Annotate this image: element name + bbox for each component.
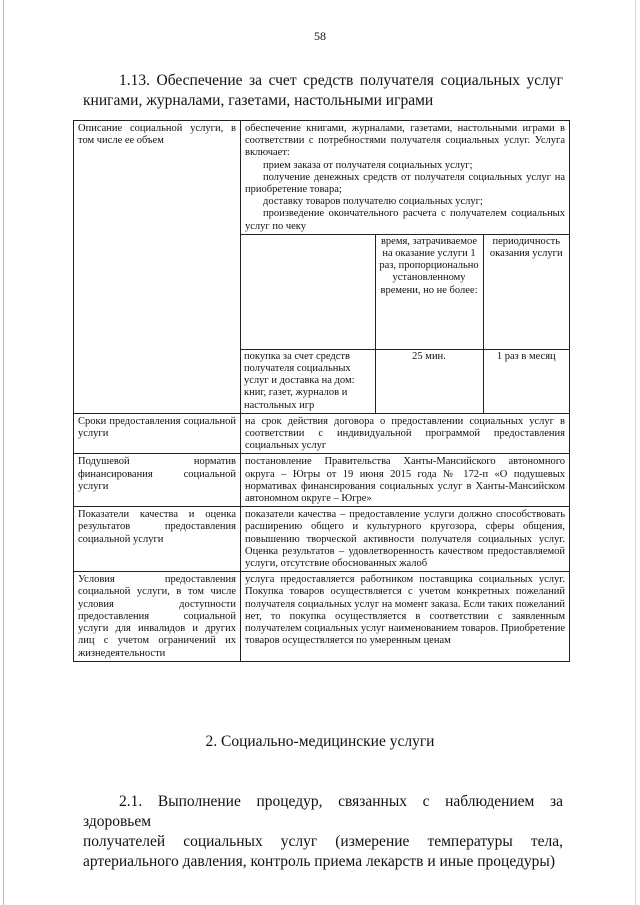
page-number: 58 bbox=[314, 29, 326, 43]
subsection-paragraph bbox=[83, 792, 563, 872]
page-edge-left bbox=[3, 0, 4, 905]
table-row-conditions bbox=[74, 572, 570, 661]
subtable-cell: 25 мин. bbox=[375, 349, 483, 413]
service-table bbox=[73, 120, 570, 662]
section-title bbox=[83, 71, 563, 111]
section-title-line1: 1.13. Обеспечение за счет средств получателя социальных услуг bbox=[119, 72, 563, 89]
row-label: Сроки предоставления социальной услуги bbox=[74, 413, 241, 454]
section-title-line2: книгами, журналами, газетами, настольными играми bbox=[83, 92, 434, 109]
row-content: постановление Правительства Ханты-Мансийского автономного округа – Югры от 19 июня 2015 года № 172-п «О подушевых нормативах финансирования социальных услуг в Ханты-Мансийском автономном округе – Югре» bbox=[241, 454, 570, 507]
description-item: получение денежных средств от получателя социальных услуг на приобретение товара; bbox=[245, 171, 565, 196]
subtable-cell: покупка за счет средств получателя социальных услуг и доставка на дом: книг, газет, журналов и настольных игр bbox=[241, 349, 375, 413]
row-label: Описание социальной услуги, в том числе ее объем bbox=[74, 121, 241, 414]
description-item: произведение окончательного расчета с получателем социальных услуг по чеку bbox=[245, 208, 565, 232]
page-edge-right bbox=[635, 0, 636, 905]
table-row-terms bbox=[74, 413, 570, 454]
subtable-row bbox=[241, 349, 569, 413]
row-content: на срок действия договора о предоставлении социальных услуг в соответствии с индивидуальной программой предоставления социальных услуг bbox=[241, 413, 570, 454]
table-row-description bbox=[74, 121, 570, 414]
row-label: Показатели качества и оценка результатов предоставления социальной услуги bbox=[74, 507, 241, 572]
row-content: показатели качества – предоставление услуги должно способствовать расширению общего и культурного кругозора, сферы общения, повышению творческой активности получателя социальных услуг. Оценка результатов – удовлетворенность качеством предоставляемой услуги, отсутствие обоснованных жалоб bbox=[241, 507, 570, 572]
description-item: доставку товаров получателю социальных услуг; bbox=[263, 196, 483, 208]
paragraph-line: артериального давления, контроль приема лекарств и иные процедуры) bbox=[83, 853, 555, 870]
row-content bbox=[241, 121, 570, 414]
description-item: прием заказа от получателя социальных услуг; bbox=[263, 159, 473, 171]
subtable-header-cell bbox=[241, 234, 375, 349]
paragraph-line: получателей социальных услуг (измерение температуры тела, bbox=[83, 833, 563, 850]
time-subtable bbox=[241, 234, 569, 413]
row-label: Условия предоставления социальной услуги, в том числе условия доступности предоставления социальной услуги для инвалидов и других лиц с учетом ограничений их жизнедеятельности bbox=[74, 572, 241, 661]
subtable-cell: 1 раз в месяц bbox=[483, 349, 569, 413]
subtable-header-cell: время, затрачиваемое на оказание услуги 1 раз, пропорционально установленному времени, но не более: bbox=[375, 234, 483, 349]
table-row-financing bbox=[74, 454, 570, 507]
paragraph-line: 2.1. Выполнение процедур, связанных с наблюдением за здоровьем bbox=[83, 793, 563, 830]
section-heading: 2. Социально-медицинские услуги bbox=[205, 733, 435, 750]
subtable-header-cell: периодичность оказания услуги bbox=[483, 234, 569, 349]
row-content: услуга предоставляется работником поставщика социальных услуг. Покупка товаров осуществляется с учетом конкретных пожеланий получателя социальных услуг на момент заказа. Если таких пожеланий нет, то покупка осуществляется в соответствии с заявленным получателем социальных услуг наименованием товаров. Приобретение товаров осуществляется по умеренным ценам bbox=[241, 572, 570, 661]
subtable-header-row bbox=[241, 234, 569, 349]
row-label: Подушевой норматив финансирования социальной услуги bbox=[74, 454, 241, 507]
table-row-quality bbox=[74, 507, 570, 572]
description-intro: обеспечение книгами, журналами, газетами, настольными играми в соответствии с потребностями получателя социальных услуг. Услуга включает: bbox=[245, 123, 565, 159]
